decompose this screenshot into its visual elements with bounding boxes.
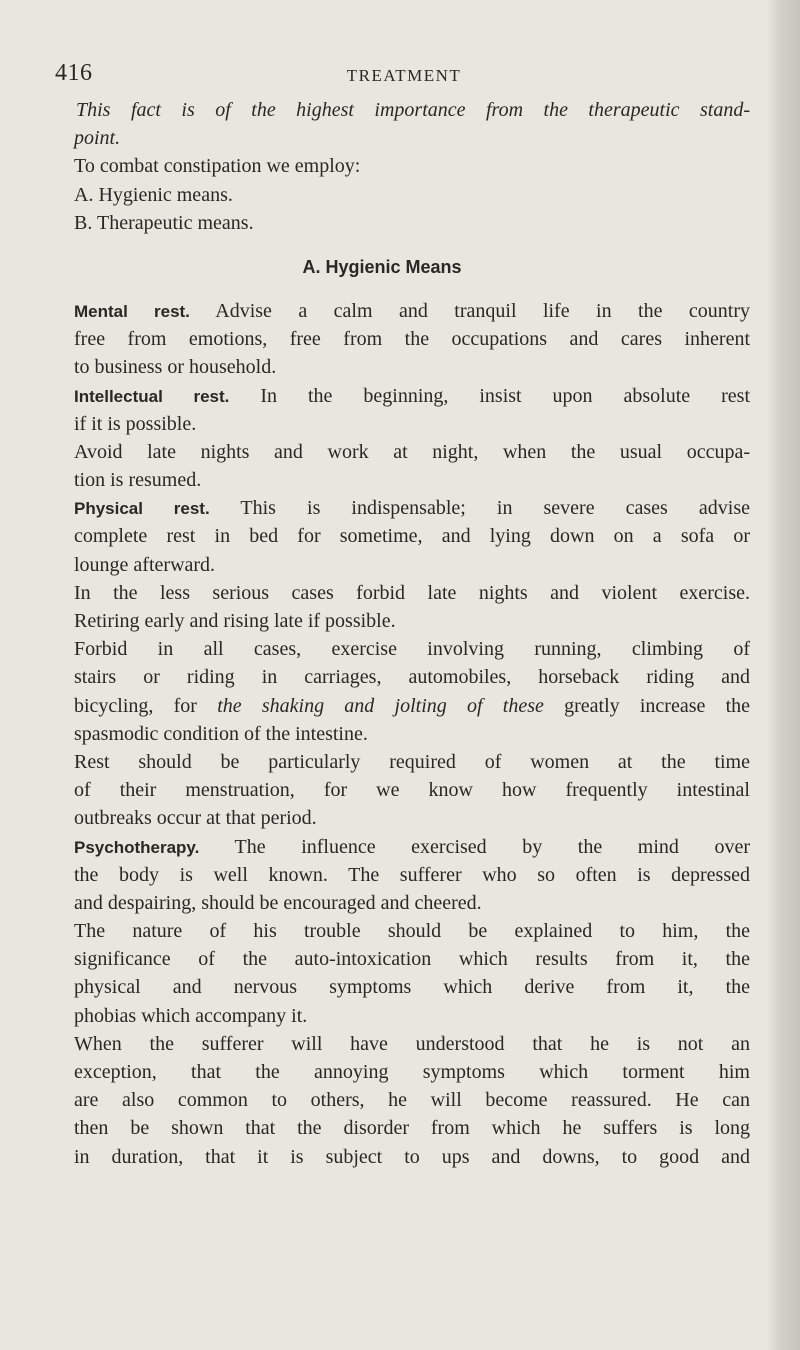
text-line: point. [74, 127, 121, 150]
paragraph-late-nights [74, 438, 750, 494]
text-line: physical and nervous symptoms which derive from it, the [74, 976, 750, 999]
text-span: The influence exercised by the mind over [234, 835, 750, 858]
paragraph-women [74, 748, 750, 833]
text-line: spasmodic condition of the intestine. [74, 722, 368, 745]
paragraph-mental-rest [74, 297, 750, 382]
page-number: 416 [55, 60, 93, 86]
text-line: Avoid late nights and work at night, when the usual occupa- [74, 440, 750, 463]
running-head: TREATMENT [346, 66, 462, 85]
paragraph-physical-rest [74, 494, 750, 579]
text-line: This fact is of the highest importance from the therapeutic stand- [76, 99, 750, 121]
text-line: exception, that the annoying symptoms which torment him [74, 1061, 750, 1083]
run-in-heading: Mental rest. [74, 301, 190, 321]
page-edge-shadow [766, 0, 800, 1350]
text-span: Advise a calm and tranquil life in the country [215, 299, 750, 322]
text-line [74, 494, 750, 522]
intro-list [74, 152, 750, 237]
text-line: if it is possible. [74, 412, 197, 435]
text-line: outbreaks occur at that period. [74, 807, 317, 830]
list-item-b: B. Therapeutic means. [74, 211, 254, 234]
text-line: of their menstruation, for we know how frequently intestinal [74, 779, 750, 802]
text-line: The nature of his trouble should be explained to him, the [74, 920, 750, 943]
text-line: Retiring early and rising late if possible. [74, 610, 396, 632]
page-body [74, 96, 750, 1171]
text-line: significance of the auto-intoxication which results from it, the [74, 948, 750, 971]
paragraph-less-serious [74, 579, 750, 635]
run-in-heading: Intellectual rest. [74, 386, 230, 406]
text-line [74, 297, 750, 325]
text-line [74, 692, 750, 720]
text-line: lounge afterward. [74, 553, 216, 576]
text-line: Rest should be particularly required of women at the time [74, 750, 750, 773]
text-span: bicycling, for [74, 694, 218, 717]
intro-emphasis [74, 96, 750, 152]
text-line: in duration, that it is subject to ups and downs, to good and [74, 1145, 750, 1168]
text-line: stairs or riding in carriages, automobiles, horseback riding and [74, 666, 750, 689]
text-line: tion is resumed. [74, 469, 202, 492]
run-in-heading: Psychotherapy. [74, 837, 200, 857]
section-heading: A. Hygienic Means [302, 256, 462, 277]
paragraph-forbid-exercise [74, 635, 750, 748]
italic-span: the shaking and jolting of these [217, 694, 544, 717]
text-line [74, 833, 750, 861]
text-line: phobias which accompany it. [74, 1004, 308, 1027]
text-line [74, 382, 750, 410]
paragraph-psychotherapy [74, 833, 750, 918]
text-line: and despairing, should be encouraged and cheered. [74, 891, 482, 914]
text-line: the body is well known. The sufferer who so often is depressed [74, 863, 750, 886]
text-line: then be shown that the disorder from which he suffers is long [74, 1117, 750, 1140]
text-line: Forbid in all cases, exercise involving running, climbing of [74, 638, 750, 661]
text-span: In the beginning, insist upon absolute rest [260, 384, 750, 407]
text-line: are also common to others, he will become reassured. He can [74, 1089, 750, 1112]
list-item-a: A. Hygienic means. [74, 183, 233, 206]
text-line: When the sufferer will have understood that he is not an [74, 1032, 750, 1055]
paragraph-understood [74, 1030, 750, 1171]
text-line: In the less serious cases forbid late nights and violent exercise. [74, 581, 750, 604]
run-in-heading: Physical rest. [74, 499, 210, 519]
text-line: to business or household. [74, 356, 277, 379]
paragraph-intellectual-rest [74, 382, 750, 438]
text-line: free from emotions, free from the occupations and cares inherent [74, 328, 750, 351]
text-span: greatly increase the [564, 694, 751, 717]
list-lead: To combat constipation we employ: [74, 155, 361, 178]
text-span: This is indispensable; in severe cases advise [240, 497, 750, 520]
paragraph-nature [74, 917, 750, 1030]
text-line: complete rest in bed for sometime, and lying down on a sofa or [74, 525, 750, 548]
